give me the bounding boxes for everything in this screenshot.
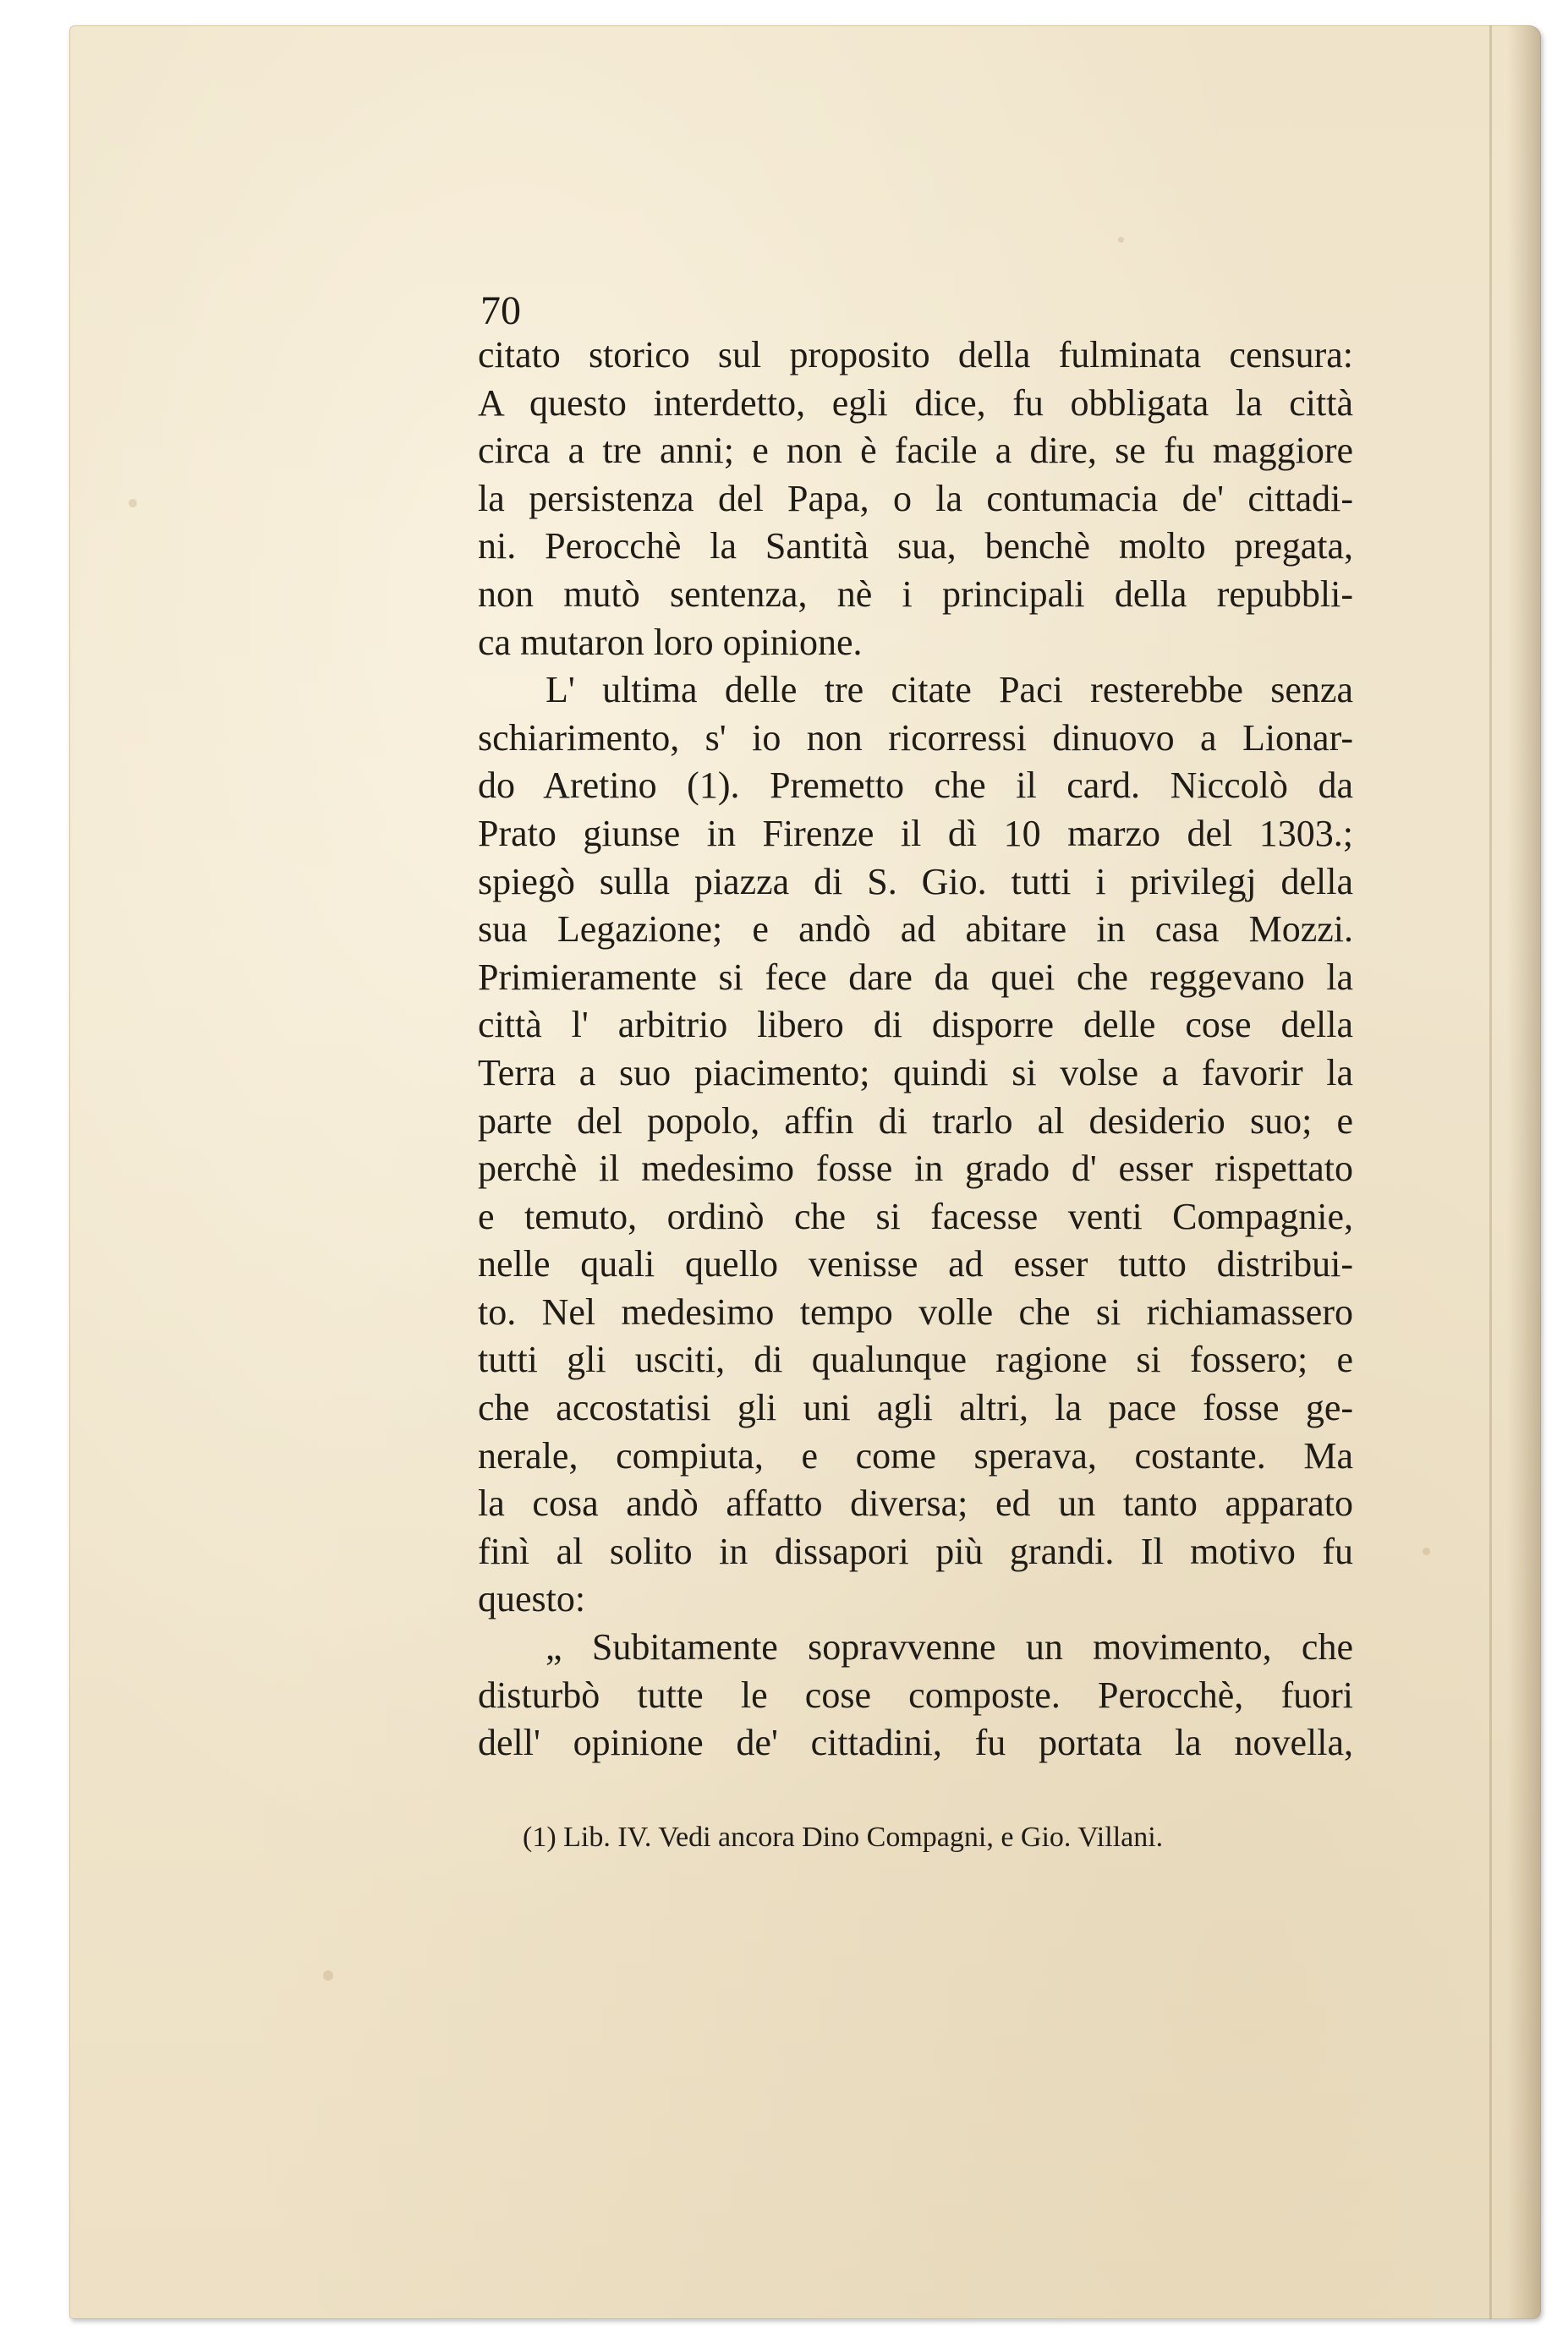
foxing-spot: [129, 499, 137, 507]
text-line: la cosa andò affatto diversa; ed un tanto apparato: [478, 1482, 1353, 1525]
paper-edge-shadow: [1507, 25, 1541, 2319]
text-line: finì al solito in dissapori più grandi. Il motivo fu: [478, 1530, 1353, 1572]
text-line: dell' opinione de' cittadini, fu portata la novella,: [478, 1722, 1353, 1764]
text-line: do Aretino (1). Premetto che il card. Niccolò da: [478, 764, 1353, 807]
text-line: Prato giunse in Firenze il dì 10 marzo del 1303.;: [478, 812, 1353, 854]
text-line: to. Nel medesimo tempo volle che si richiamassero: [478, 1291, 1353, 1333]
text-line: e temuto, ordinò che si facesse venti Compagnie,: [478, 1195, 1353, 1237]
footnote: (1) Lib. IV. Vedi ancora Dino Compagni, e Gio. Villani.: [523, 1822, 1164, 1853]
text-line: tutti gli usciti, di qualunque ragione si fossero; e: [478, 1339, 1353, 1381]
text-line: la persistenza del Papa, o la contumacia de' cittadi-: [478, 477, 1353, 519]
text-line: A questo interdetto, egli dice, fu obbligata la città: [478, 381, 1353, 424]
page-number: 70: [480, 288, 521, 333]
text-line: non mutò sentenza, nè i principali della repubbli-: [478, 573, 1353, 615]
text-line: spiegò sulla piazza di S. Gio. tutti i privilegj della: [478, 860, 1353, 902]
text-line: parte del popolo, affin di trarlo al desiderio suo; e: [478, 1099, 1353, 1142]
text-line: questo:: [478, 1578, 586, 1620]
text-line: che accostatisi gli uni agli altri, la pace fosse ge-: [478, 1387, 1353, 1429]
text-line: disturbò tutte le cose composte. Perocchè, fuori: [478, 1674, 1353, 1716]
paper-fold-line: [1489, 25, 1492, 2319]
text-line: Terra a suo piacimento; quindi si volse a favorir la: [478, 1051, 1353, 1093]
text-line: „ Subitamente sopravvenne un movimento, che: [546, 1626, 1353, 1669]
text-line: circa a tre anni; e non è facile a dire, se fu maggiore: [478, 430, 1353, 472]
body-text: [478, 332, 1353, 1767]
text-line: nerale, compiuta, e come sperava, costante. Ma: [478, 1434, 1353, 1477]
text-line: nelle quali quello venisse ad esser tutto distribui-: [478, 1243, 1353, 1285]
text-line: ni. Perocchè la Santità sua, benchè molto pregata,: [478, 525, 1353, 567]
text-line: perchè il medesimo fosse in grado d' esser rispettato: [478, 1148, 1353, 1190]
text-line: L' ultima delle tre citate Paci resterebbe senza: [546, 669, 1353, 711]
foxing-spot: [323, 1970, 333, 1981]
foxing-spot: [1118, 237, 1124, 243]
text-line: ca mutaron loro opinione.: [478, 621, 863, 663]
text-line: schiarimento, s' io non ricorressi dinuovo a Lionar-: [478, 716, 1353, 759]
text-line: citato storico sul proposito della fulminata censura:: [478, 334, 1353, 375]
text-line: sua Legazione; e andò ad abitare in casa Mozzi.: [478, 908, 1353, 951]
foxing-spot: [1423, 1548, 1430, 1555]
text-line: città l' arbitrio libero di disporre delle cose della: [478, 1004, 1353, 1046]
text-line: Primieramente si fece dare da quei che reggevano la: [478, 956, 1353, 998]
